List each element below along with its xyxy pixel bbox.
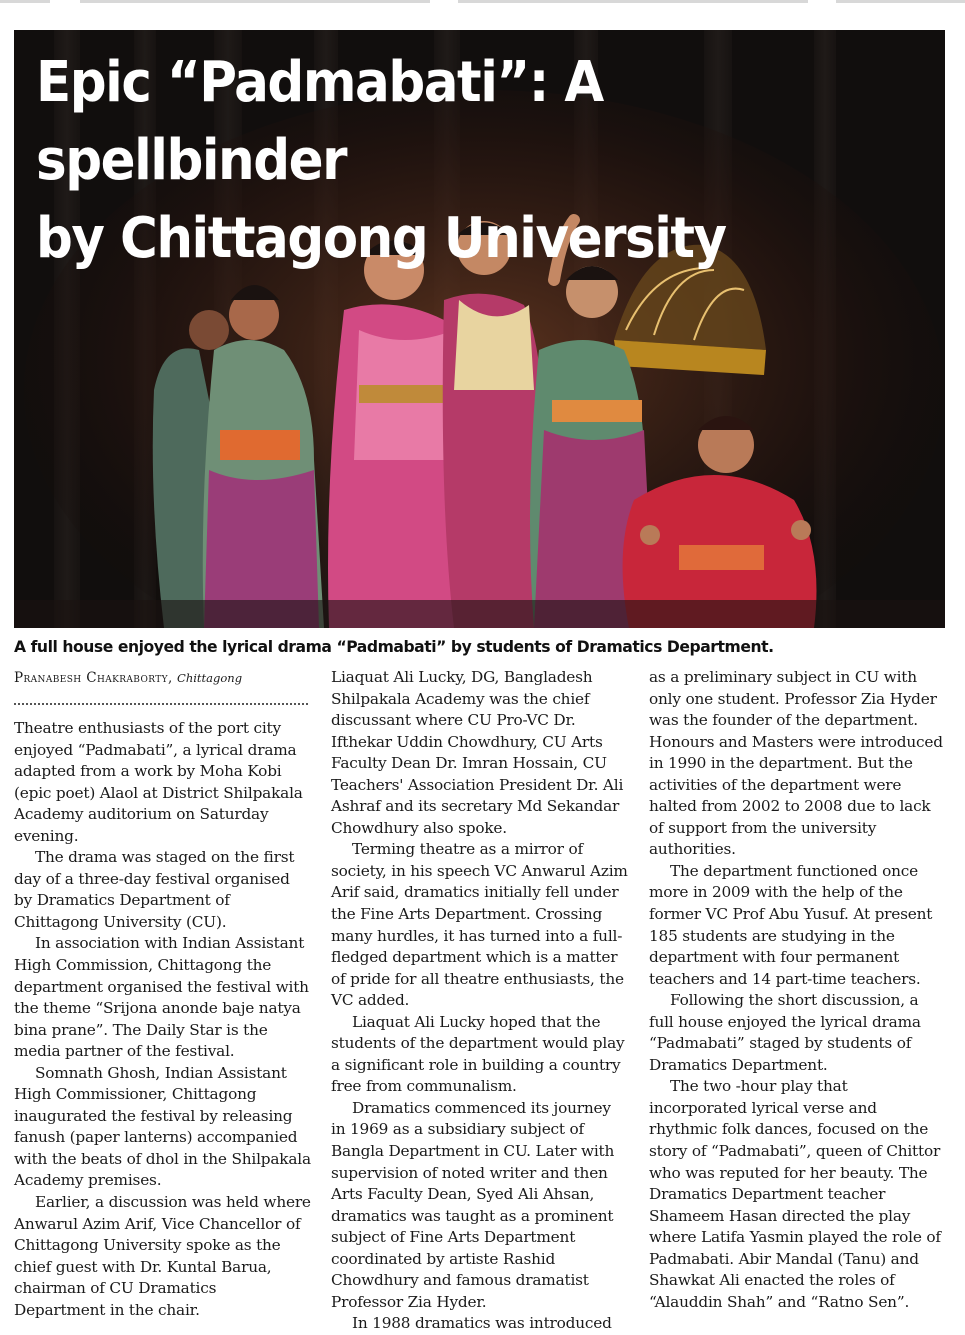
headline	[36, 44, 864, 278]
paragraph: The two -hour play that incorporated lyrical verse and rhythmic folk dances, focused on the story of “Padmabati”, queen of Chittor who was reputed for her beauty. The Dramatics Department teacher Shameem Hasan directed the play where Latifa Yasmin played the role of Padmabati. Abir Mandal (Tanu) and Shawkat Ali enacted the roles of “Alauddin Shah” and “Ratno Sen”.	[649, 1077, 941, 1311]
paragraph: as a preliminary subject in CU with only one student. Professor Zia Hyder was the founder of the department. Honours and Masters were introduced in 1990 in the department. But the activities of the department were halted from 2002 to 2008 due to lack of support from the university authorities.	[649, 668, 943, 859]
byline-divider	[14, 703, 308, 705]
byline-place: Chittagong	[177, 671, 243, 685]
headline-line-2: by Chittagong University	[36, 206, 726, 271]
photo-caption: A full house enjoyed the lyrical drama “Padmabati” by students of Dramatics Department.	[14, 638, 774, 656]
paragraph: Earlier, a discussion was held where Anwarul Azim Arif, Vice Chancellor of Chittagong University spoke as the chief guest with Dr. Kuntal Barua, chairman of CU Dramatics Department in the chair.	[14, 1193, 311, 1319]
paragraph: Following the short discussion, a full house enjoyed the lyrical drama “Padmabati” staged by students of Dramatics Department.	[649, 991, 921, 1074]
paragraph: The department functioned once more in 2009 with the help of the former VC Prof Abu Yusuf. At present 185 students are studying in the department with four permanent teachers and 14 part-time teachers.	[649, 861, 933, 988]
stage-photo	[14, 30, 945, 628]
article-column-3	[649, 667, 947, 1313]
paragraph: In 1988 dramatics was introduced	[352, 1314, 612, 1333]
article-column-2	[331, 667, 629, 1335]
paragraph: In association with Indian Assistant High Commission, Chittagong the department organised the festival with the theme “Srijona anonde baje natya bina prane”. The Daily Star is the media partner of the festival.	[14, 934, 309, 1061]
article-column-1	[14, 718, 312, 1321]
paragraph: Terming theatre as a mirror of society, in his speech VC Anwarul Azim Arif said, dramatics initially fell under the Fine Arts Department. Crossing many hurdles, it has turned into a full-fledged department which is a matter of pride for all theatre enthusiasts, the VC added.	[331, 840, 628, 1010]
paragraph: Dramatics commenced its journey in 1969 as a subsidiary subject of Bangla Department in CU. Later with supervision of noted writer and then Arts Faculty Dean, Syed Ali Ahsan, dramatics was taught as a prominent subject of Fine Arts Department coordinated by artiste Rashid Chowdhury and famous dramatist Professor Zia Hyder.	[331, 1098, 615, 1311]
paragraph: The drama was staged on the first day of a three-day festival organised by Dramatics Department of Chittagong University (CU).	[14, 848, 295, 931]
byline	[14, 668, 310, 688]
paragraph: Liaquat Ali Lucky, DG, Bangladesh Shilpakala Academy was the chief discussant where CU Pro-VC Dr. Ifthekar Uddin Chowdhury, CU Arts Faculty Dean Dr. Imran Hossain, CU Teachers' Association President Dr. Ali Ashraf and its secretary Md Sekandar Chowdhury also spoke.	[331, 668, 624, 837]
paragraph: Theatre enthusiasts of the port city enjoyed “Padmabati”, a lyrical drama adapted from a work by Moha Kobi (epic poet) Alaol at District Shilpakala Academy auditorium on Saturday evening.	[14, 719, 303, 845]
top-border	[0, 0, 965, 6]
headline-line-1: Epic “Padmabati”: A spellbinder	[36, 50, 603, 193]
paragraph: Somnath Ghosh, Indian Assistant High Commissioner, Chittagong inaugurated the festival by releasing fanush (paper lanterns) accompanied with the beats of dhol in the Shilpakala Academy premises.	[14, 1063, 311, 1190]
byline-author: Pranabesh Chakraborty,	[14, 670, 173, 686]
paragraph: Liaquat Ali Lucky hoped that the students of the department would play a significant role in building a country free from communalism.	[331, 1012, 625, 1096]
